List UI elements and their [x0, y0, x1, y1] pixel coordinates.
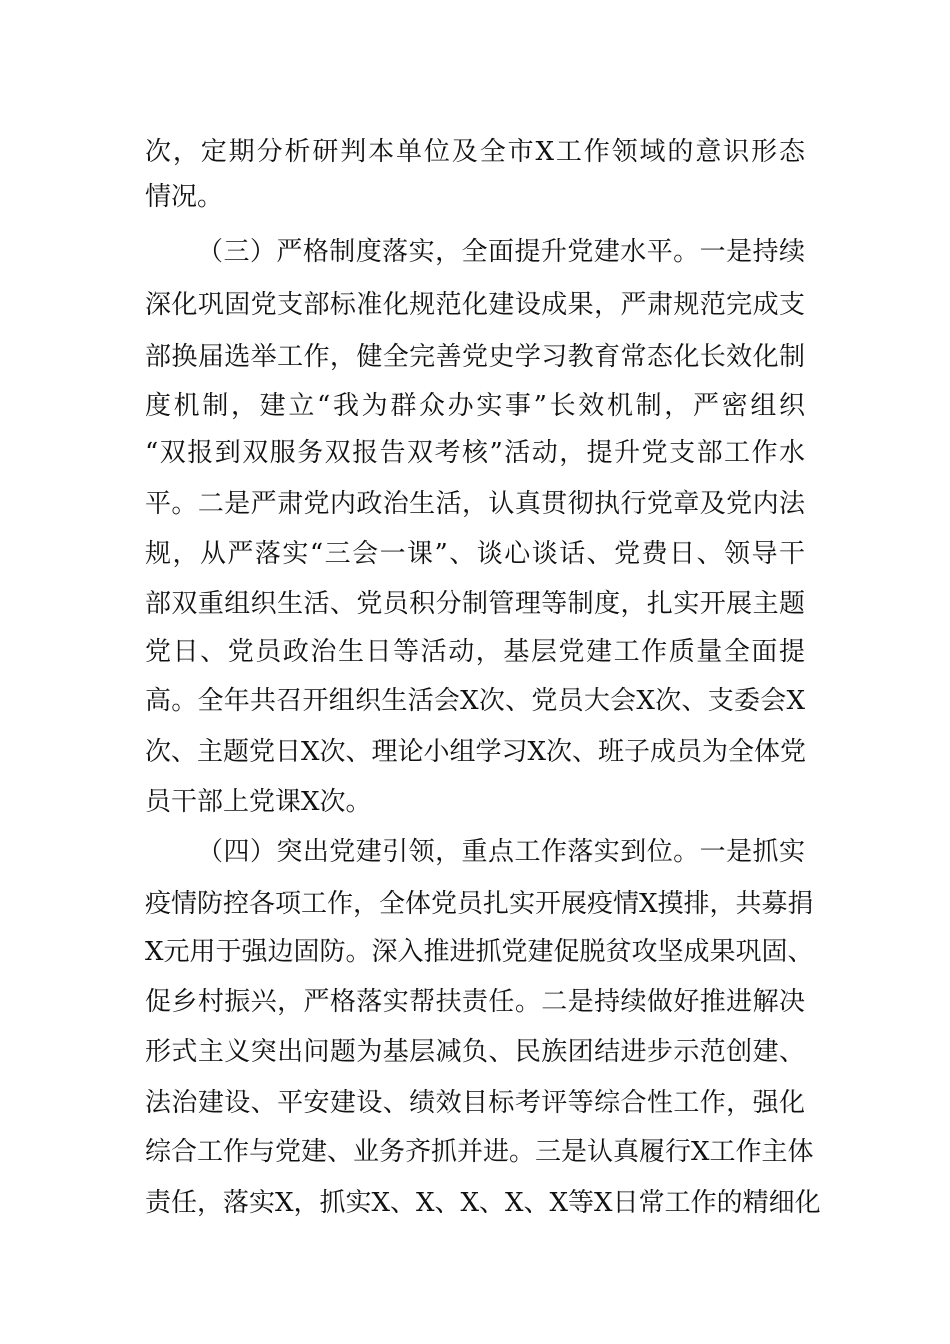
text-line: 高。全年共召开组织生活会X次、党员大会X次、支委会X: [145, 686, 805, 716]
text-line: 部换届选举工作，健全完善党史学习教育常态化长效化制: [145, 342, 805, 372]
text-line: 党日、党员政治生日等活动，基层党建工作质量全面提: [145, 637, 805, 667]
text-line: 疫情防控各项工作，全体党员扎实开展疫情X摸排，共募捐: [145, 889, 814, 919]
text-line: 促乡村振兴，严格落实帮扶责任。二是持续做好推进解决: [145, 987, 805, 1017]
text-line: 深化巩固党支部标准化规范化建设成果，严肃规范完成支: [145, 290, 805, 320]
text-line: 员干部上党课X次。: [145, 787, 372, 817]
text-line: （三）严格制度落实，全面提升党建水平。一是持续: [197, 237, 805, 267]
text-line: 次、主题党日X次、理论小组学习X次、班子成员为全体党: [145, 737, 807, 767]
text-line: 综合工作与党建、业务齐抓并进。三是认真履行X工作主体: [145, 1137, 814, 1167]
text-line: “双报到双服务双报告双考核”活动，提升党支部工作水: [145, 438, 805, 468]
text-line: 形式主义突出问题为基层减负、民族团结进步示范创建、: [145, 1037, 805, 1067]
text-line: X元用于强边固防。深入推进抓党建促脱贫攻坚成果巩固、: [145, 937, 814, 967]
text-line: 部双重组织生活、党员积分制管理等制度，扎实开展主题: [145, 589, 805, 619]
text-line: 情况。: [145, 182, 224, 212]
text-line: 法治建设、平安建设、绩效目标考评等综合性工作，强化: [145, 1088, 805, 1118]
text-line: 次，定期分析研判本单位及全市X工作领域的意识形态: [145, 137, 805, 167]
text-line: 责任，落实X，抓实X、X、X、X、X等X日常工作的精细化: [145, 1188, 821, 1218]
text-line: （四）突出党建引领，重点工作落实到位。一是抓实: [197, 837, 805, 867]
text-line: 规，从严落实“三会一课”、谈心谈话、党费日、领导干: [145, 539, 805, 569]
text-line: 度机制，建立“我为群众办实事”长效机制，严密组织: [145, 391, 805, 421]
text-line: 平。二是严肃党内政治生活，认真贯彻执行党章及党内法: [145, 489, 805, 519]
